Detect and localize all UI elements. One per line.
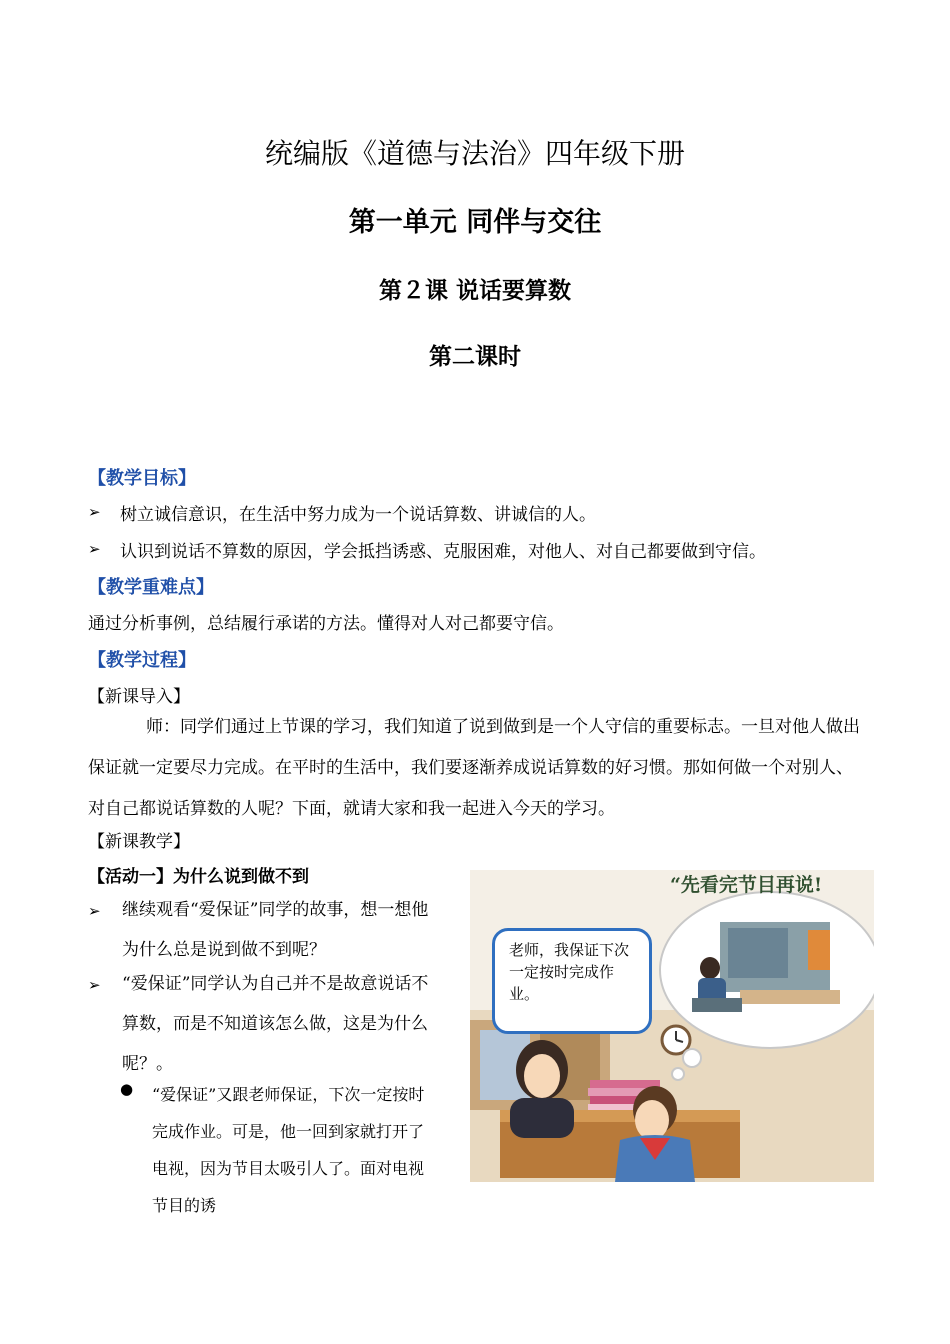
unit-title: 第一单元 同伴与交往 [348, 207, 602, 238]
document-title: 统编版《道德与法治》四年级下册 [264, 137, 685, 170]
speech-bubble [492, 928, 652, 1034]
key-points-text: 通过分析事例，总结履行承诺的方法。懂得对人对己都要守信。 [88, 614, 564, 634]
intro-paragraph: 师：同学们通过上节课的学习，我们知道了说到做到是一个人守信的重要标志。一旦对他人做出保证就一定要尽力完成。在平时的生活中，我们要逐渐养成说话算数的好习惯。那如何做一个对别人、对自己都说话算数的人呢？下面，就请大家和我一起进入今天的学习。 [88, 717, 860, 819]
arrow-bullet-icon: ➢ [88, 976, 101, 994]
dot-bullet-icon: ● [120, 1080, 134, 1098]
activity1-bullet-1: 继续观看“爱保证”同学的故事，想一想他为什么总是说到做不到呢？ [122, 900, 429, 960]
goals-heading: 【教学目标】 [88, 468, 196, 489]
key-points-heading: 【教学重难点】 [88, 577, 214, 598]
process-heading: 【教学过程】 [88, 650, 196, 671]
activity1-bullet-2: “爱保证”同学认为自己并不是故意说话不算数，而是不知道该怎么做，这是为什么呢？。 [122, 974, 429, 1074]
teach-heading: 【新课教学】 [88, 832, 190, 852]
activity1-heading: 【活动一】为什么说到做不到 [88, 867, 309, 887]
activity1-sub-bullet: “爱保证”又跟老师保证，下次一定按时完成作业。可是，他一回到家就打开了电视，因为节目太吸引人了。面对电视节目的诱 [152, 1085, 425, 1215]
arrow-bullet-icon: ➢ [88, 503, 101, 521]
arrow-bullet-icon: ➢ [88, 902, 101, 920]
intro-heading: 【新课导入】 [88, 687, 190, 707]
arrow-bullet-icon: ➢ [88, 540, 101, 558]
lesson-title: 第２课 说话要算数 [378, 277, 571, 304]
period-title: 第二课时 [429, 343, 521, 370]
speech-bubble-text: 老师，我保证下次一定按时完成作业。 [509, 941, 630, 1003]
goal-item-2: 认识到说话不算数的原因，学会抵挡诱惑、克服困难，对他人、对自己都要做到守信。 [120, 542, 766, 562]
thought-quote: “先看完节目再说! [670, 874, 823, 896]
goal-item-1: 树立诚信意识，在生活中努力成为一个说话算数、讲诚信的人。 [120, 505, 596, 525]
